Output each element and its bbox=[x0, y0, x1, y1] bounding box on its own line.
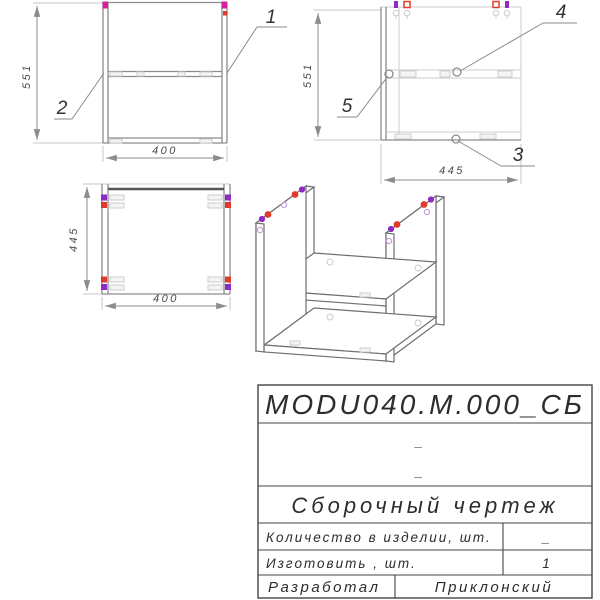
top-width-dim-label: 400 bbox=[153, 293, 179, 305]
note-dash-2: _ bbox=[415, 464, 425, 479]
qty-label: Количество в изделии, шт. bbox=[266, 530, 492, 545]
note-dash-1: _ bbox=[415, 434, 425, 449]
callout-1-label: 1 bbox=[265, 7, 277, 28]
top-depth-dim-label: 445 bbox=[68, 226, 80, 252]
callout-5-label: 5 bbox=[341, 96, 353, 117]
qty-value: _ bbox=[542, 530, 552, 545]
make-value: 1 bbox=[542, 556, 552, 571]
side-height-dim-label: 551 bbox=[302, 62, 314, 88]
side-width-dim-label: 445 bbox=[439, 165, 465, 177]
developer-role-label: Разработал bbox=[268, 579, 381, 596]
front-width-dim-label: 400 bbox=[152, 145, 178, 157]
front-height-dim-label: 551 bbox=[21, 63, 33, 89]
callout-4-label: 4 bbox=[555, 2, 567, 23]
callout-3-label: 3 bbox=[512, 145, 524, 166]
callout-2-label: 2 bbox=[56, 98, 68, 119]
front-fastener-mark-red bbox=[223, 11, 228, 16]
doc-type: Сборочный чертеж bbox=[291, 493, 559, 518]
make-label: Изготовить , шт. bbox=[266, 556, 417, 571]
developer-name: Приклонский bbox=[434, 579, 554, 596]
doc-number: MODU040.M.000_СБ bbox=[265, 389, 585, 420]
